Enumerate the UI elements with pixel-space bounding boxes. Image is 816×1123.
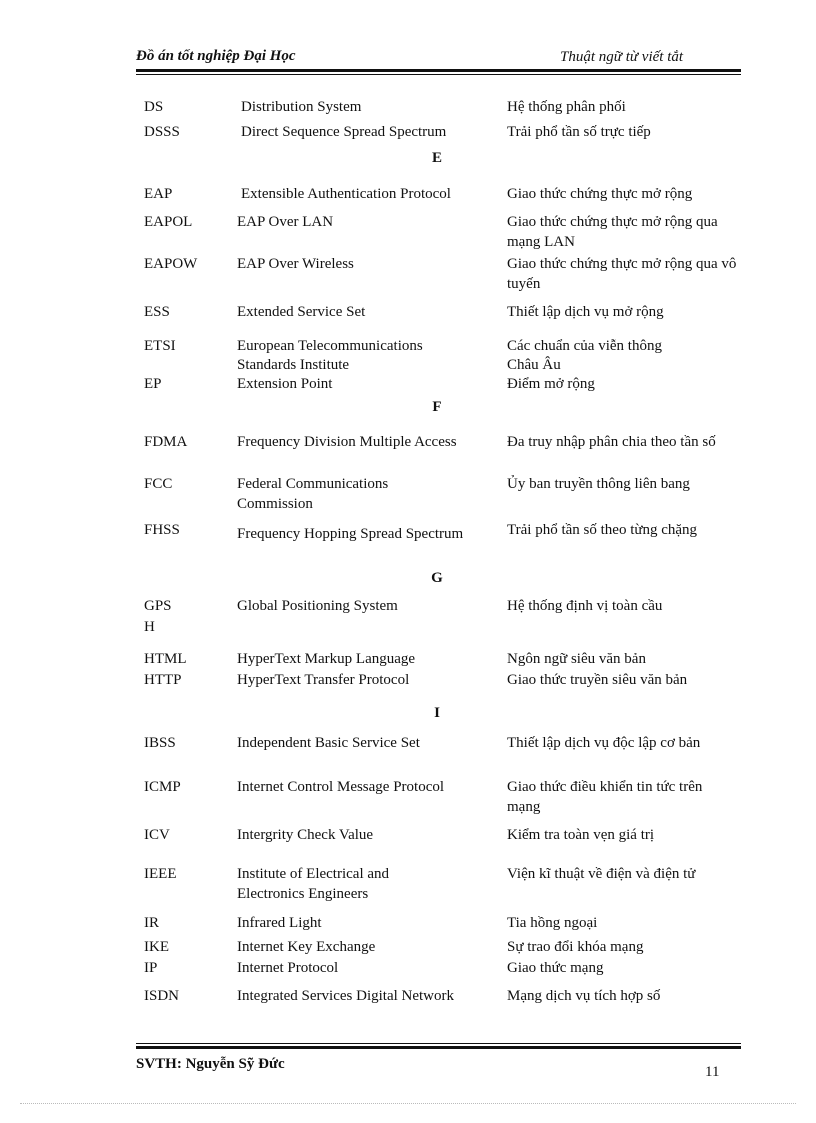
row-meaning: Ngôn ngữ siêu văn bản xyxy=(507,651,646,667)
row-term: HyperText Transfer Protocol xyxy=(237,672,410,688)
row-abbr: GPS xyxy=(144,598,172,614)
row-abbr: IBSS xyxy=(144,735,176,751)
row-meaning: Mạng dịch vụ tích hợp số xyxy=(507,988,661,1004)
row-term: Distribution System xyxy=(241,99,362,115)
row-abbr: EAPOW xyxy=(144,256,198,272)
section-letter: I xyxy=(434,705,440,721)
row-term: Infrared Light xyxy=(237,915,322,931)
row-abbr: ICV xyxy=(144,827,170,843)
row-meaning: Ủy ban truyền thông liên bang xyxy=(507,476,690,492)
row-term: Global Positioning System xyxy=(237,598,398,614)
row-term: Independent Basic Service Set xyxy=(237,735,420,751)
row-term: Extended Service Set xyxy=(237,304,366,320)
header-rule-thin xyxy=(136,74,741,75)
row-abbr: DS xyxy=(144,99,164,115)
row-abbr: IKE xyxy=(144,939,169,955)
section-letter-inline: H xyxy=(144,619,155,635)
row-term-continued: Commission xyxy=(237,496,313,512)
row-meaning-continued: Châu Âu xyxy=(507,357,561,373)
row-meaning: Hệ thống định vị toàn cầu xyxy=(507,598,663,614)
row-meaning: Điểm mở rộng xyxy=(507,376,595,392)
row-term: Institute of Electrical and xyxy=(237,866,390,882)
row-term: Intergrity Check Value xyxy=(237,827,374,843)
row-meaning: Trải phổ tần số trực tiếp xyxy=(507,124,651,140)
row-term: Internet Control Message Protocol xyxy=(237,779,445,795)
section-letter: G xyxy=(431,570,443,586)
row-term: EAP Over LAN xyxy=(237,214,334,230)
row-meaning: Tia hồng ngoại xyxy=(507,915,598,931)
row-meaning: Thiết lập dịch vụ mở rộng xyxy=(507,304,664,320)
row-abbr: DSSS xyxy=(144,124,180,140)
row-meaning: Viện kĩ thuật về điện và điện tử xyxy=(507,866,696,882)
row-abbr: ICMP xyxy=(144,779,181,795)
row-abbr: HTTP xyxy=(144,672,182,688)
section-letter: F xyxy=(432,399,442,415)
row-abbr: FCC xyxy=(144,476,173,492)
row-term: Federal Communications xyxy=(237,476,389,492)
row-term: Direct Sequence Spread Spectrum xyxy=(241,124,447,140)
row-meaning: Giao thức chứng thực mở rộng qua vô tuyến xyxy=(507,256,737,292)
footer-author: SVTH: Nguyễn Sỹ Đức xyxy=(136,1056,285,1072)
row-abbr: EAP xyxy=(144,186,173,202)
row-abbr: ETSI xyxy=(144,338,176,354)
row-abbr: IR xyxy=(144,915,159,931)
page-number: 11 xyxy=(705,1064,720,1080)
row-meaning: Giao thức điều khiển tin tức trên mạng xyxy=(507,779,703,815)
row-term: Frequency Division Multiple Access xyxy=(237,434,457,450)
header-rule-thick xyxy=(136,69,741,72)
row-meaning: Giao thức mạng xyxy=(507,960,604,976)
row-abbr: HTML xyxy=(144,651,187,667)
row-term: EAP Over Wireless xyxy=(237,256,354,272)
row-abbr: EP xyxy=(144,376,162,392)
footer-rule-thin xyxy=(136,1043,741,1044)
row-term-continued: Electronics Engineers xyxy=(237,886,369,902)
section-letter: E xyxy=(431,150,442,166)
row-meaning: Các chuẩn của viễn thông xyxy=(507,338,662,354)
row-abbr: ISDN xyxy=(144,988,180,1004)
row-term: Internet Protocol xyxy=(237,960,339,976)
row-term: Extensible Authentication Protocol xyxy=(241,186,451,202)
footer-rule-thick xyxy=(136,1046,741,1049)
row-abbr: FHSS xyxy=(144,522,180,538)
row-meaning: Giao thức chứng thực mở rộng qua mạng LAN xyxy=(507,214,718,250)
row-meaning: Hệ thống phân phối xyxy=(507,99,626,115)
header-section: Thuật ngữ từ viết tắt xyxy=(560,49,684,65)
page-edge-dotted-line xyxy=(20,1103,796,1104)
row-abbr: IEEE xyxy=(144,866,177,882)
row-abbr: ESS xyxy=(144,304,170,320)
row-term: Integrated Services Digital Network xyxy=(237,988,455,1004)
row-meaning: Kiểm tra toàn vẹn giá trị xyxy=(507,827,655,843)
row-meaning: Đa truy nhập phân chia theo tần số xyxy=(507,434,716,450)
row-meaning: Trải phổ tần số theo từng chặng xyxy=(507,522,698,538)
row-meaning: Giao thức chứng thực mở rộng xyxy=(507,186,693,202)
row-term: Internet Key Exchange xyxy=(237,939,376,955)
row-abbr: EAPOL xyxy=(144,214,193,230)
header-title: Đồ án tốt nghiệp Đại Học xyxy=(136,48,296,64)
row-meaning: Sự trao đổi khóa mạng xyxy=(507,939,644,955)
row-meaning: Giao thức truyền siêu văn bản xyxy=(507,672,688,688)
row-term: Extension Point xyxy=(237,376,333,392)
row-abbr: FDMA xyxy=(144,434,188,450)
row-term-continued: Standards Institute xyxy=(237,357,350,373)
row-term: Frequency Hopping Spread Spectrum xyxy=(237,526,464,542)
row-abbr: IP xyxy=(144,960,158,976)
row-term: HyperText Markup Language xyxy=(237,651,416,667)
row-term: European Telecommunications xyxy=(237,338,423,354)
row-meaning: Thiết lập dịch vụ độc lập cơ bản xyxy=(507,735,701,751)
